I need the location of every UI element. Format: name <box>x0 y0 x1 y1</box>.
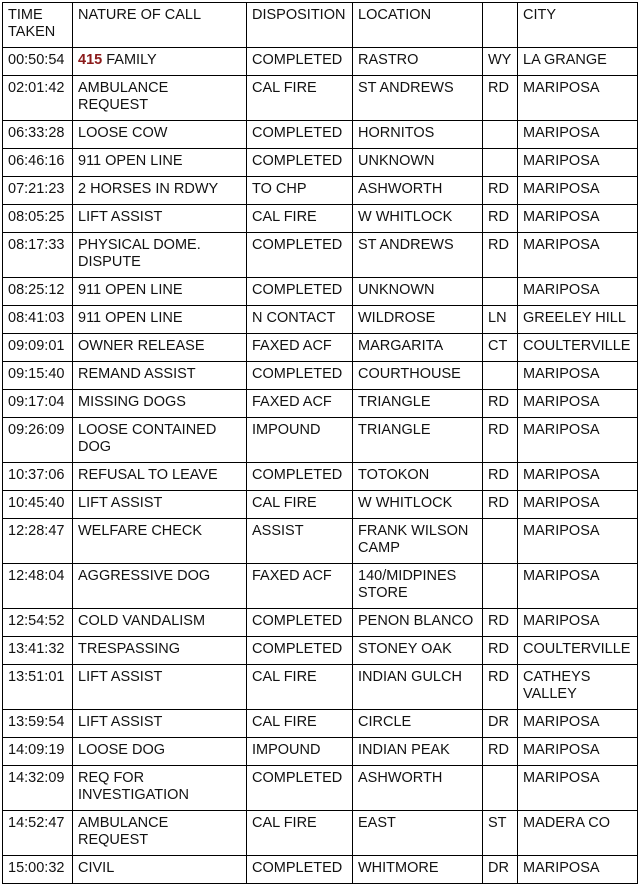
table-row <box>3 519 638 564</box>
nature-text: LOOSE CONTAINED DOG <box>78 422 221 455</box>
location-cell: ST ANDREWS <box>353 233 483 278</box>
location-cell: ASHWORTH <box>353 766 483 811</box>
street-suffix-cell: DR <box>483 856 518 884</box>
nature-text: COLD VANDALISM <box>78 613 206 629</box>
city-cell: CATHEYS VALLEY <box>518 665 638 710</box>
city-cell: MARIPOSA <box>518 278 638 306</box>
city-cell: MARIPOSA <box>518 177 638 205</box>
table-row <box>3 334 638 362</box>
table-row <box>3 710 638 738</box>
street-suffix-cell <box>483 149 518 177</box>
table-row <box>3 609 638 637</box>
location-cell: TOTOKON <box>353 463 483 491</box>
city-cell: MARIPOSA <box>518 76 638 121</box>
nature-cell <box>73 306 247 334</box>
disposition-cell: COMPLETED <box>247 362 353 390</box>
location-cell: INDIAN GULCH <box>353 665 483 710</box>
city-cell: MARIPOSA <box>518 710 638 738</box>
nature-cell <box>73 418 247 463</box>
city-cell: MARIPOSA <box>518 418 638 463</box>
city-cell: MARIPOSA <box>518 491 638 519</box>
nature-cell <box>73 48 247 76</box>
disposition-cell: FAXED ACF <box>247 334 353 362</box>
location-cell: UNKNOWN <box>353 278 483 306</box>
nature-text: 911 OPEN LINE <box>78 282 183 298</box>
city-cell: MARIPOSA <box>518 121 638 149</box>
nature-text: LIFT ASSIST <box>78 669 163 685</box>
street-suffix-cell: DR <box>483 710 518 738</box>
disposition-cell: COMPLETED <box>247 48 353 76</box>
table-row <box>3 48 638 76</box>
street-suffix-cell: RD <box>483 738 518 766</box>
time-cell: 09:15:40 <box>3 362 73 390</box>
nature-text: LOOSE DOG <box>78 742 166 758</box>
table-row <box>3 738 638 766</box>
street-suffix-cell <box>483 278 518 306</box>
street-suffix-cell: LN <box>483 306 518 334</box>
street-suffix-cell: RD <box>483 205 518 233</box>
disposition-cell: FAXED ACF <box>247 390 353 418</box>
table-row <box>3 766 638 811</box>
time-cell: 12:28:47 <box>3 519 73 564</box>
disposition-cell: IMPOUND <box>247 738 353 766</box>
street-suffix-cell: RD <box>483 463 518 491</box>
header-street-suffix <box>483 3 518 48</box>
location-cell: STONEY OAK <box>353 637 483 665</box>
street-suffix-cell: RD <box>483 637 518 665</box>
nature-text: REQ FOR INVESTIGATION <box>78 770 189 803</box>
table-row <box>3 306 638 334</box>
time-cell: 09:09:01 <box>3 334 73 362</box>
table-row <box>3 205 638 233</box>
time-cell: 10:45:40 <box>3 491 73 519</box>
city-cell: COULTERVILLE <box>518 334 638 362</box>
location-cell: ASHWORTH <box>353 177 483 205</box>
location-cell: 140/MIDPINES STORE <box>353 564 483 609</box>
call-log-body <box>3 48 638 884</box>
nature-text: AGGRESSIVE DOG <box>78 568 211 584</box>
city-cell: MARIPOSA <box>518 738 638 766</box>
call-log-table <box>2 2 638 884</box>
nature-cell <box>73 738 247 766</box>
table-row <box>3 278 638 306</box>
disposition-cell: CAL FIRE <box>247 710 353 738</box>
nature-text: AMBULANCE REQUEST <box>78 80 173 113</box>
location-cell: HORNITOS <box>353 121 483 149</box>
location-cell: WILDROSE <box>353 306 483 334</box>
disposition-cell: COMPLETED <box>247 149 353 177</box>
table-row <box>3 418 638 463</box>
nature-text: OWNER RELEASE <box>78 338 205 354</box>
location-cell: COURTHOUSE <box>353 362 483 390</box>
time-cell: 10:37:06 <box>3 463 73 491</box>
location-cell: W WHITLOCK <box>353 205 483 233</box>
disposition-cell: FAXED ACF <box>247 564 353 609</box>
table-row <box>3 564 638 609</box>
disposition-cell: COMPLETED <box>247 233 353 278</box>
nature-cell <box>73 334 247 362</box>
table-row <box>3 665 638 710</box>
nature-cell <box>73 390 247 418</box>
nature-cell <box>73 564 247 609</box>
disposition-cell: COMPLETED <box>247 463 353 491</box>
location-cell: ST ANDREWS <box>353 76 483 121</box>
nature-text: REMAND ASSIST <box>78 366 196 382</box>
nature-cell <box>73 278 247 306</box>
time-cell: 09:26:09 <box>3 418 73 463</box>
table-row <box>3 463 638 491</box>
header-location: LOCATION <box>353 3 483 48</box>
disposition-cell: CAL FIRE <box>247 665 353 710</box>
street-suffix-cell: CT <box>483 334 518 362</box>
street-suffix-cell: WY <box>483 48 518 76</box>
nature-text: PHYSICAL DOME. DISPUTE <box>78 237 205 270</box>
header-city: CITY <box>518 3 638 48</box>
disposition-cell: TO CHP <box>247 177 353 205</box>
disposition-cell: CAL FIRE <box>247 491 353 519</box>
nature-text: REFUSAL TO LEAVE <box>78 467 218 483</box>
header-time-taken: TIME TAKEN <box>3 3 73 48</box>
location-cell: WHITMORE <box>353 856 483 884</box>
disposition-cell: IMPOUND <box>247 418 353 463</box>
nature-text: 911 OPEN LINE <box>78 310 183 326</box>
nature-cell <box>73 233 247 278</box>
table-row <box>3 637 638 665</box>
street-suffix-cell: RD <box>483 390 518 418</box>
city-cell: MARIPOSA <box>518 205 638 233</box>
street-suffix-cell: RD <box>483 418 518 463</box>
table-row <box>3 76 638 121</box>
nature-cell <box>73 362 247 390</box>
city-cell: MARIPOSA <box>518 564 638 609</box>
nature-cell <box>73 491 247 519</box>
time-cell: 02:01:42 <box>3 76 73 121</box>
nature-text: MISSING DOGS <box>78 394 186 410</box>
street-suffix-cell: RD <box>483 76 518 121</box>
header-disposition: DISPOSITION <box>247 3 353 48</box>
time-cell: 09:17:04 <box>3 390 73 418</box>
time-cell: 12:48:04 <box>3 564 73 609</box>
disposition-cell: CAL FIRE <box>247 76 353 121</box>
nature-cell <box>73 710 247 738</box>
street-suffix-cell: RD <box>483 609 518 637</box>
location-cell: TRIANGLE <box>353 390 483 418</box>
nature-cell <box>73 637 247 665</box>
location-cell: EAST <box>353 811 483 856</box>
nature-text: LIFT ASSIST <box>78 209 163 225</box>
nature-cell <box>73 665 247 710</box>
street-suffix-cell: RD <box>483 491 518 519</box>
street-suffix-cell <box>483 564 518 609</box>
nature-text: WELFARE CHECK <box>78 523 203 539</box>
nature-cell <box>73 766 247 811</box>
nature-text: 911 OPEN LINE <box>78 153 183 169</box>
nature-cell <box>73 76 247 121</box>
table-row <box>3 233 638 278</box>
nature-text: TRESPASSING <box>78 641 181 657</box>
header-nature-of-call: NATURE OF CALL <box>73 3 247 48</box>
nature-text: LIFT ASSIST <box>78 714 163 730</box>
disposition-cell: CAL FIRE <box>247 205 353 233</box>
table-row <box>3 121 638 149</box>
nature-text: FAMILY <box>102 52 157 68</box>
city-cell: MARIPOSA <box>518 233 638 278</box>
city-cell: MARIPOSA <box>518 463 638 491</box>
nature-text: LIFT ASSIST <box>78 495 163 511</box>
time-cell: 14:09:19 <box>3 738 73 766</box>
city-cell: MARIPOSA <box>518 856 638 884</box>
location-cell: CIRCLE <box>353 710 483 738</box>
disposition-cell: COMPLETED <box>247 856 353 884</box>
location-cell: MARGARITA <box>353 334 483 362</box>
nature-cell <box>73 121 247 149</box>
table-row <box>3 149 638 177</box>
time-cell: 13:51:01 <box>3 665 73 710</box>
city-cell: COULTERVILLE <box>518 637 638 665</box>
city-cell: MARIPOSA <box>518 766 638 811</box>
street-suffix-cell <box>483 766 518 811</box>
time-cell: 08:41:03 <box>3 306 73 334</box>
city-cell: LA GRANGE <box>518 48 638 76</box>
time-cell: 08:17:33 <box>3 233 73 278</box>
table-row <box>3 491 638 519</box>
header-row <box>3 3 638 48</box>
location-cell: RASTRO <box>353 48 483 76</box>
disposition-cell: COMPLETED <box>247 121 353 149</box>
location-cell: W WHITLOCK <box>353 491 483 519</box>
time-cell: 13:59:54 <box>3 710 73 738</box>
disposition-cell: ASSIST <box>247 519 353 564</box>
nature-cell <box>73 177 247 205</box>
nature-cell <box>73 609 247 637</box>
nature-text: 2 HORSES IN RDWY <box>78 181 219 197</box>
disposition-cell: COMPLETED <box>247 609 353 637</box>
disposition-cell: COMPLETED <box>247 637 353 665</box>
table-row <box>3 856 638 884</box>
time-cell: 00:50:54 <box>3 48 73 76</box>
disposition-cell: N CONTACT <box>247 306 353 334</box>
time-cell: 07:21:23 <box>3 177 73 205</box>
table-row <box>3 390 638 418</box>
city-cell: MARIPOSA <box>518 390 638 418</box>
street-suffix-cell: RD <box>483 233 518 278</box>
street-suffix-cell: RD <box>483 665 518 710</box>
street-suffix-cell: ST <box>483 811 518 856</box>
city-cell: MARIPOSA <box>518 149 638 177</box>
time-cell: 13:41:32 <box>3 637 73 665</box>
time-cell: 14:52:47 <box>3 811 73 856</box>
location-cell: FRANK WILSON CAMP <box>353 519 483 564</box>
nature-cell <box>73 463 247 491</box>
call-code: 415 <box>78 52 103 68</box>
location-cell: TRIANGLE <box>353 418 483 463</box>
table-row <box>3 811 638 856</box>
street-suffix-cell: RD <box>483 177 518 205</box>
city-cell: MARIPOSA <box>518 609 638 637</box>
time-cell: 12:54:52 <box>3 609 73 637</box>
disposition-cell: COMPLETED <box>247 766 353 811</box>
time-cell: 08:25:12 <box>3 278 73 306</box>
nature-cell <box>73 811 247 856</box>
location-cell: INDIAN PEAK <box>353 738 483 766</box>
location-cell: PENON BLANCO <box>353 609 483 637</box>
disposition-cell: COMPLETED <box>247 278 353 306</box>
nature-cell <box>73 856 247 884</box>
nature-cell <box>73 519 247 564</box>
city-cell: MARIPOSA <box>518 519 638 564</box>
table-row <box>3 362 638 390</box>
street-suffix-cell <box>483 519 518 564</box>
nature-text: AMBULANCE REQUEST <box>78 815 173 848</box>
time-cell: 08:05:25 <box>3 205 73 233</box>
table-row <box>3 177 638 205</box>
nature-cell <box>73 149 247 177</box>
street-suffix-cell <box>483 362 518 390</box>
city-cell: MARIPOSA <box>518 362 638 390</box>
time-cell: 06:46:16 <box>3 149 73 177</box>
nature-cell <box>73 205 247 233</box>
city-cell: GREELEY HILL <box>518 306 638 334</box>
nature-text: LOOSE COW <box>78 125 168 141</box>
time-cell: 06:33:28 <box>3 121 73 149</box>
street-suffix-cell <box>483 121 518 149</box>
nature-text: CIVIL <box>78 860 115 876</box>
time-cell: 15:00:32 <box>3 856 73 884</box>
location-cell: UNKNOWN <box>353 149 483 177</box>
city-cell: MADERA CO <box>518 811 638 856</box>
time-cell: 14:32:09 <box>3 766 73 811</box>
disposition-cell: CAL FIRE <box>247 811 353 856</box>
